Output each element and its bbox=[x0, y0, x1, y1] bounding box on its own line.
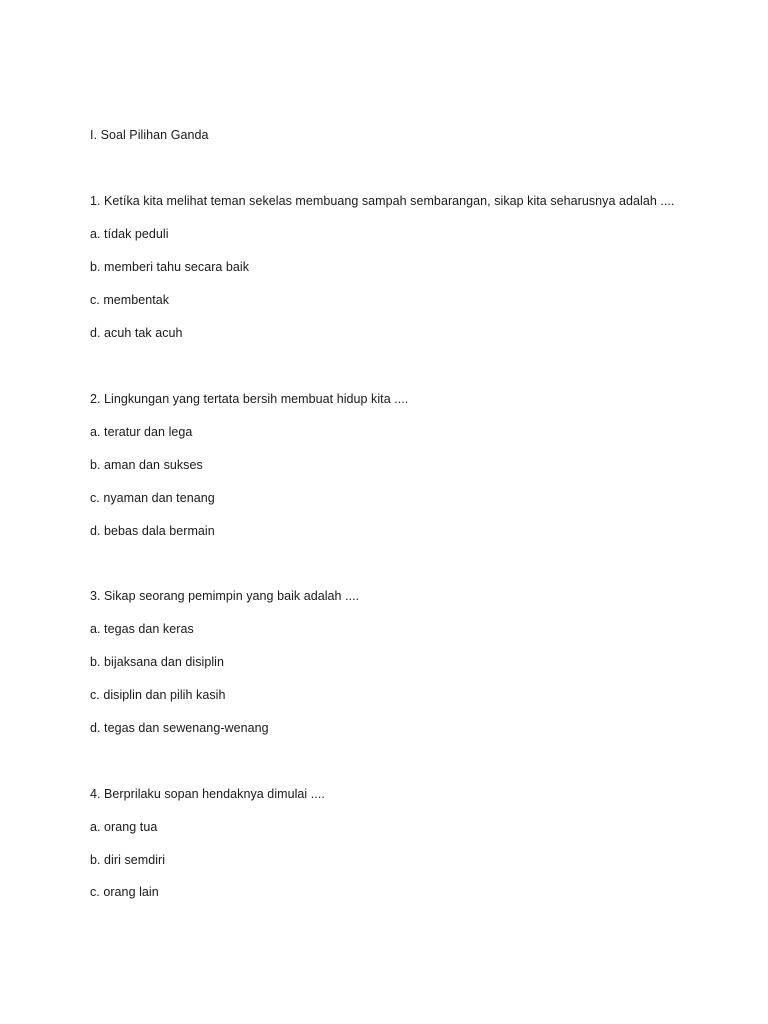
question-2-option-a: a. teratur dan lega bbox=[90, 425, 193, 439]
question-1-text: 1. Ketíka kita melihat teman sekelas membuang sampah sembarangan, sikap kita seharusnya adalah .... bbox=[90, 194, 675, 208]
question-1-option-a: a. tídak peduli bbox=[90, 227, 169, 241]
question-3-option-d: d. tegas dan sewenang-wenang bbox=[90, 721, 269, 735]
question-2-option-d: d. bebas dala bermain bbox=[90, 524, 215, 538]
question-4-option-c: c. orang lain bbox=[90, 885, 159, 899]
question-2-text: 2. Lingkungan yang tertata bersih membuat hidup kita .... bbox=[90, 392, 409, 406]
question-3-option-a: a. tegas dan keras bbox=[90, 622, 194, 636]
question-3-option-b: b. bijaksana dan disiplin bbox=[90, 655, 224, 669]
question-1-option-c: c. membentak bbox=[90, 293, 170, 307]
question-1-option-b: b. memberi tahu secara baik bbox=[90, 260, 250, 274]
question-4-text: 4. Berprilaku sopan hendaknya dimulai .... bbox=[90, 787, 325, 801]
question-4-option-b: b. diri semdiri bbox=[90, 853, 166, 867]
question-3-text: 3. Sikap seorang pemimpin yang baik adalah .... bbox=[90, 589, 360, 603]
question-4-option-a: a. orang tua bbox=[90, 820, 158, 834]
section-title: I. Soal Pilihan Ganda bbox=[90, 128, 209, 142]
question-1-option-d: d. acuh tak acuh bbox=[90, 326, 183, 340]
question-3-option-c: c. disiplin dan pilih kasih bbox=[90, 688, 226, 702]
question-2-option-b: b. aman dan sukses bbox=[90, 458, 203, 472]
question-2-option-c: c. nyaman dan tenang bbox=[90, 491, 215, 505]
